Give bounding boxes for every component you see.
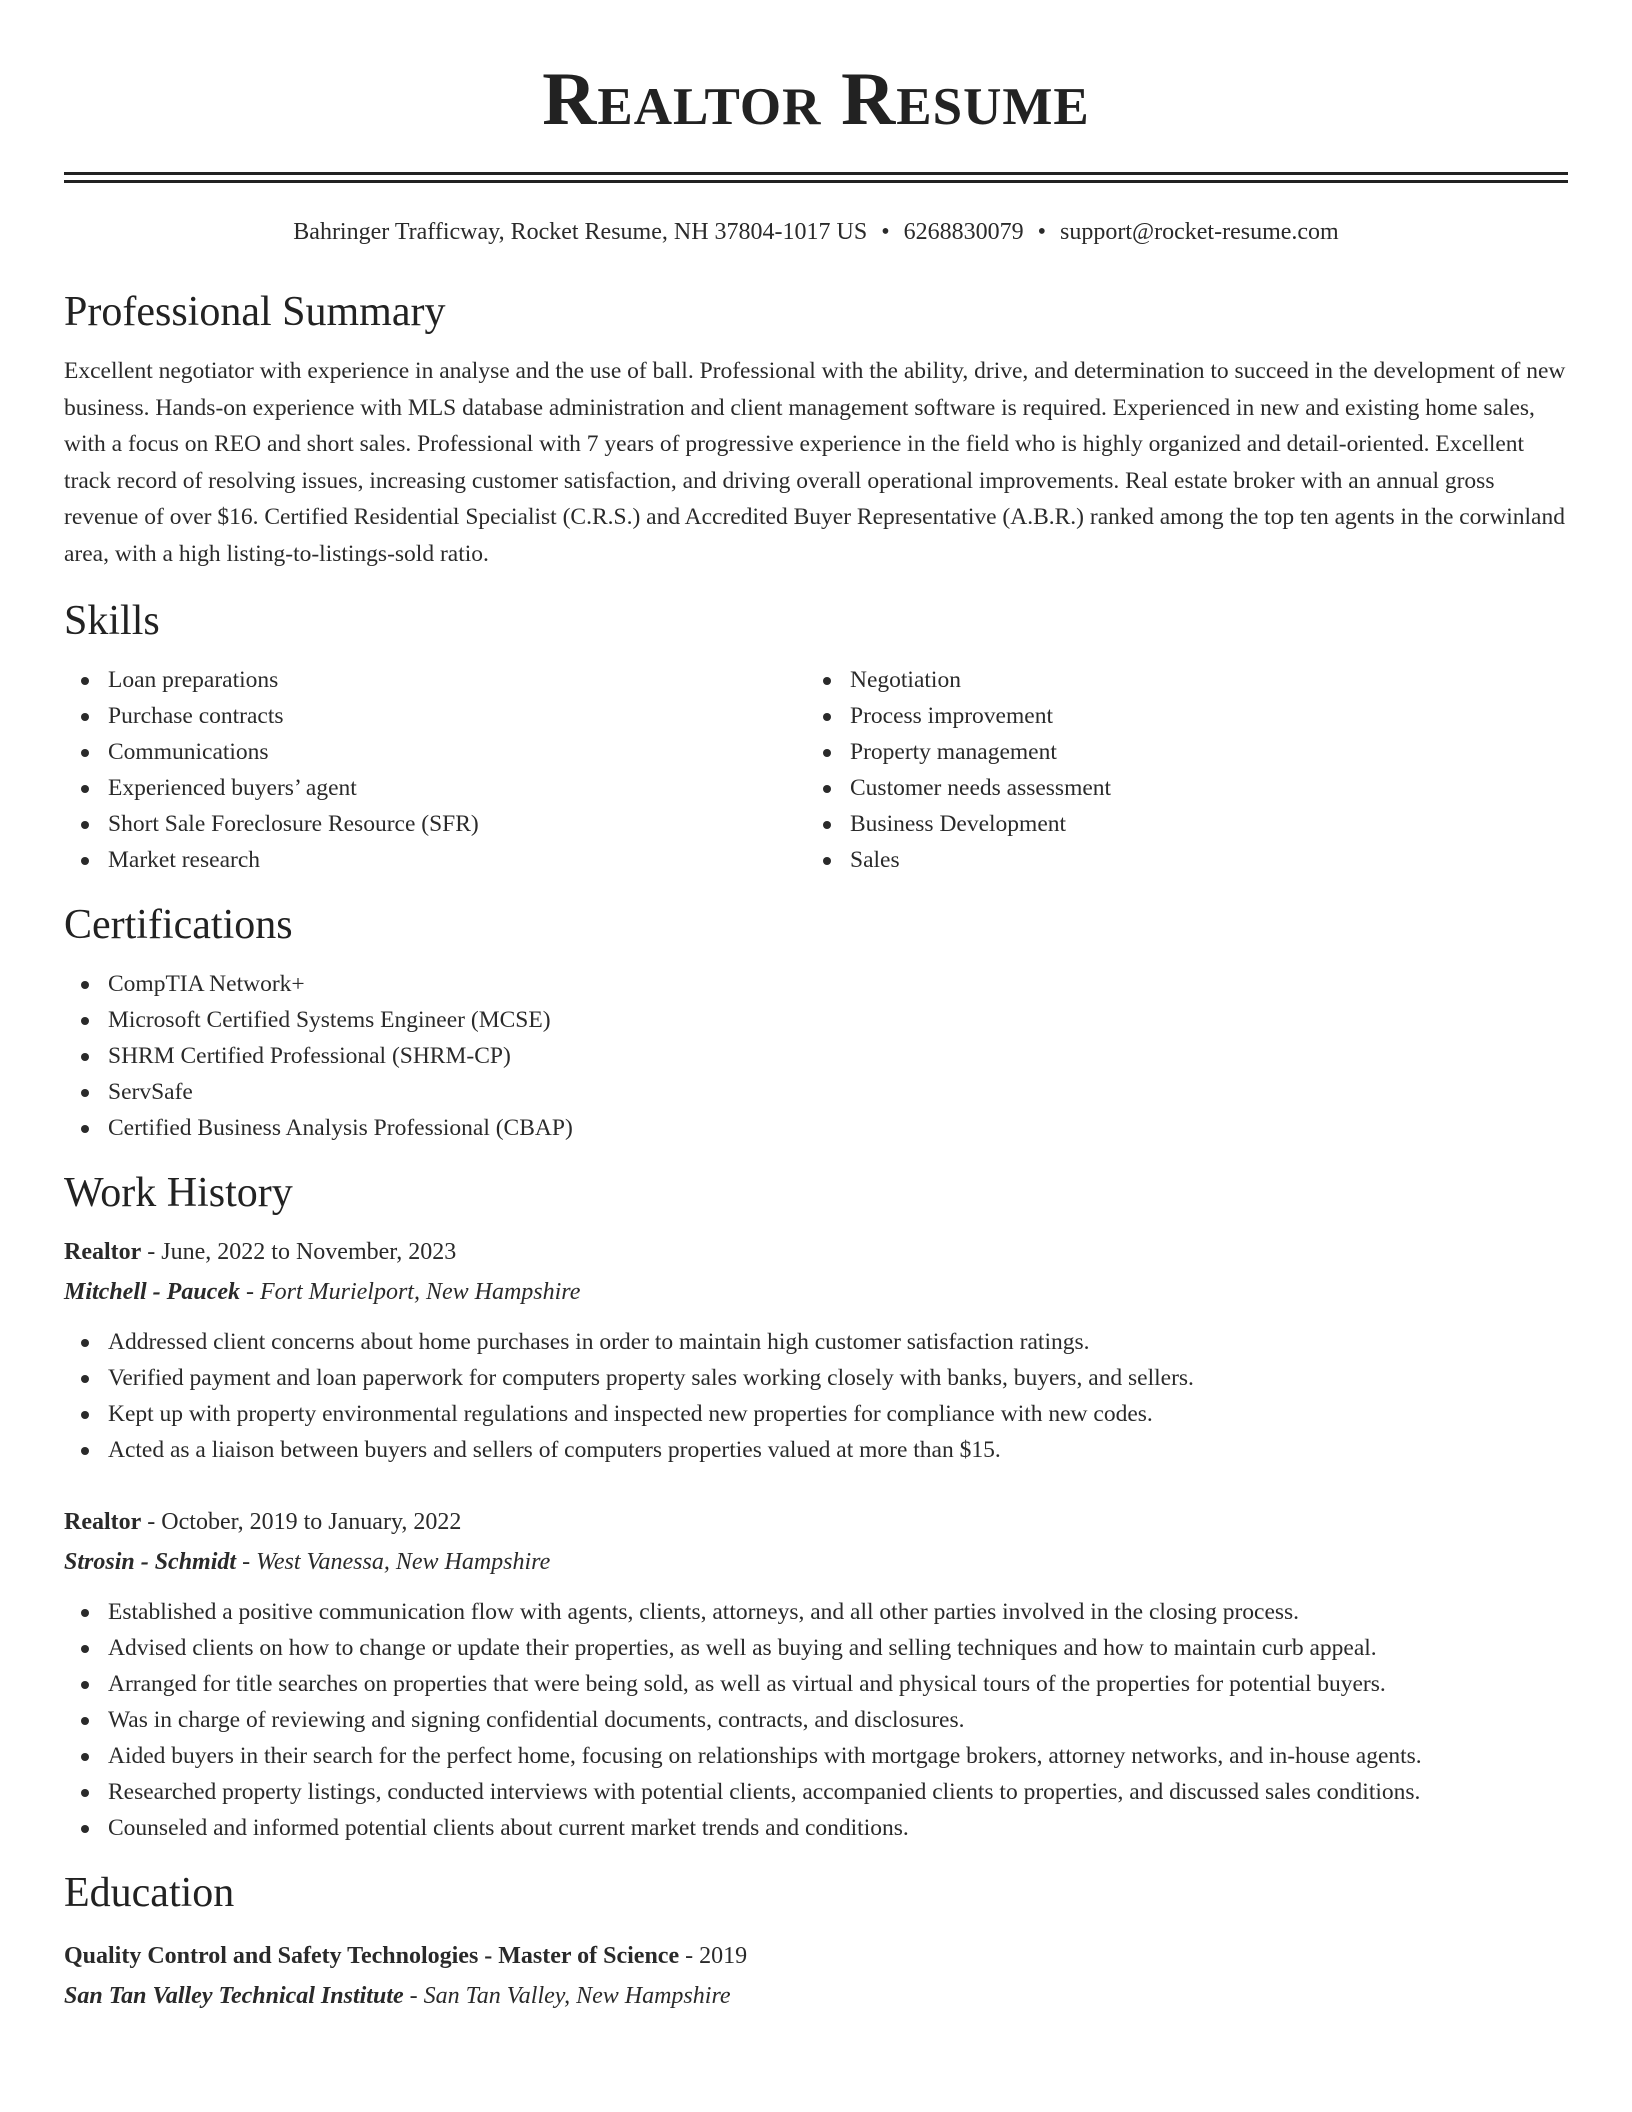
job-dash: -: [236, 1549, 257, 1575]
work-history-heading: Work History: [64, 1170, 293, 1216]
job-bullet: Counseled and informed potential clients about current market trends and conditions.: [64, 1810, 1568, 1846]
education-year: 2019: [699, 1943, 748, 1969]
education-heading: Education: [64, 1870, 235, 1916]
skills-heading: Skills: [64, 598, 160, 644]
education-school: San Tan Valley Technical Institute: [64, 1983, 404, 2009]
certification-item: Certified Business Analysis Professional (CBAP): [64, 1110, 1568, 1146]
education-location: San Tan Valley, New Hampshire: [423, 1983, 731, 2009]
skills-grid: [64, 662, 1568, 878]
contact-phone: 6268830079: [903, 219, 1024, 245]
job-company-line: [64, 1272, 1568, 1312]
contact-address: Bahringer Trafficway, Rocket Resume, NH 37804-1017 US: [293, 219, 868, 245]
job-dates: October, 2019 to January, 2022: [161, 1509, 462, 1535]
skills-list-left: [64, 662, 806, 878]
job-bullet: Arranged for title searches on properties that were being sold, as well as virtual and physical tours of the properties for potential buyers.: [64, 1666, 1568, 1702]
job-dash: -: [141, 1239, 162, 1265]
certification-item: Microsoft Certified Systems Engineer (MCSE): [64, 1002, 1568, 1038]
certification-item: SHRM Certified Professional (SHRM-CP): [64, 1038, 1568, 1074]
skill-item: Property management: [806, 734, 1548, 770]
contact-separator: •: [881, 219, 890, 245]
skill-item: Experienced buyers’ agent: [64, 770, 806, 806]
summary-text: Excellent negotiator with experience in analyse and the use of ball. Professional with the ability, drive, and determination to succeed in the development of new business. Hands-on experience with MLS database administration and client management software is required. Experienced in new and existing home sales, with a focus on REO and short sales. Professional with 7 years of progressive experience in the field who is highly organized and detail-oriented. Excellent track record of resolving issues, increasing customer satisfaction, and driving overall operational improvements. Real estate broker with an annual gross revenue of over $16. Certified Residential Specialist (C.R.S.) and Accredited Buyer Representative (A.B.R.) ranked among the top ten agents in the corwinland area, with a high listing-to-listings-sold ratio.: [64, 358, 1566, 567]
education-header: [64, 1936, 1568, 1976]
job-company-line: [64, 1542, 1568, 1582]
job-bullet: Verified payment and loan paperwork for computers property sales working closely with banks, buyers, and sellers.: [64, 1360, 1568, 1396]
skill-item: Negotiation: [806, 662, 1548, 698]
certifications-list: [64, 966, 1568, 1146]
certifications-heading: Certifications: [64, 902, 293, 948]
skill-item: Short Sale Foreclosure Resource (SFR): [64, 806, 806, 842]
skill-item: Sales: [806, 842, 1548, 878]
skills-list-right: [806, 662, 1548, 878]
job-location: Fort Murielport, New Hampshire: [259, 1279, 581, 1305]
job-dash: -: [239, 1279, 260, 1305]
job-company: Strosin - Schmidt: [64, 1549, 237, 1575]
contact-line: [64, 217, 1568, 247]
job-bullet: Kept up with property environmental regulations and inspected new properties for compliance with new codes.: [64, 1396, 1568, 1432]
skill-item: Loan preparations: [64, 662, 806, 698]
job-bullet: Was in charge of reviewing and signing confidential documents, contracts, and disclosures.: [64, 1702, 1568, 1738]
education-school-line: [64, 1976, 1568, 2016]
resume-page: [0, 60, 1632, 2112]
job-title: Realtor: [64, 1509, 142, 1535]
title-double-rule: [64, 172, 1568, 183]
skill-item: Process improvement: [806, 698, 1548, 734]
skill-item: Purchase contracts: [64, 698, 806, 734]
job-dash: -: [141, 1509, 162, 1535]
job-header: [64, 1232, 1568, 1272]
job-bullets: [64, 1324, 1568, 1468]
job-bullet: Addressed client concerns about home purchases in order to maintain high customer satisfaction ratings.: [64, 1324, 1568, 1360]
job-bullets: [64, 1594, 1568, 1846]
job-bullet: Acted as a liaison between buyers and sellers of computers properties valued at more than $15.: [64, 1432, 1568, 1468]
job-bullet: Advised clients on how to change or update their properties, as well as buying and selling techniques and how to maintain curb appeal.: [64, 1630, 1568, 1666]
education-degree: Quality Control and Safety Technologies - Master of Science: [64, 1943, 680, 1969]
job-entry: [64, 1232, 1568, 1468]
job-bullet: Researched property listings, conducted interviews with potential clients, accompanied clients to properties, and discussed sales conditions.: [64, 1774, 1568, 1810]
job-header: [64, 1502, 1568, 1542]
skill-item: Communications: [64, 734, 806, 770]
job-company: Mitchell - Paucek: [64, 1279, 240, 1305]
job-dates: June, 2022 to November, 2023: [161, 1239, 457, 1265]
skill-item: Market research: [64, 842, 806, 878]
job-bullet: Established a positive communication flow with agents, clients, attorneys, and all other parties involved in the closing process.: [64, 1594, 1568, 1630]
education-dash: -: [403, 1983, 424, 2009]
skill-item: Business Development: [806, 806, 1548, 842]
resume-title: Realtor Resume: [542, 58, 1090, 141]
certification-item: CompTIA Network+: [64, 966, 1568, 1002]
certification-item: ServSafe: [64, 1074, 1568, 1110]
skill-item: Customer needs assessment: [806, 770, 1548, 806]
job-title: Realtor: [64, 1239, 142, 1265]
contact-separator: •: [1037, 219, 1047, 245]
contact-email: support@rocket-resume.com: [1060, 219, 1339, 245]
job-bullet: Aided buyers in their search for the perfect home, focusing on relationships with mortgage brokers, attorney networks, and in-house agents.: [64, 1738, 1568, 1774]
summary-heading: Professional Summary: [64, 289, 446, 335]
education-dash: -: [679, 1943, 700, 1969]
job-location: West Vanessa, New Hampshire: [256, 1549, 551, 1575]
job-entry: [64, 1502, 1568, 1846]
